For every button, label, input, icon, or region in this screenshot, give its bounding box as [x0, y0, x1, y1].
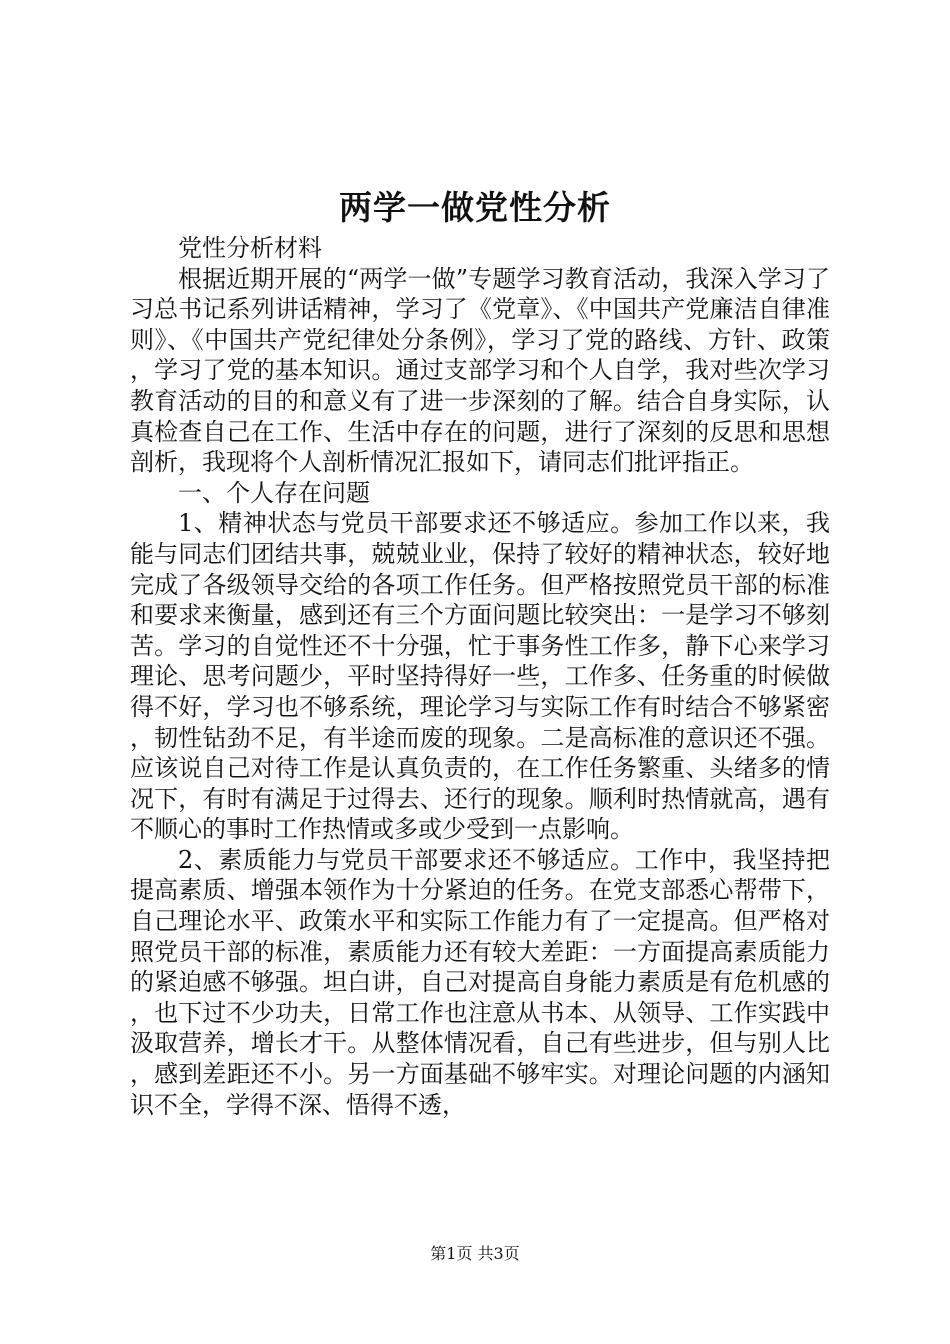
- paragraph-point-2: 2、素质能力与党员干部要求还不够适应。工作中，我坚持把提高素质、增强本领作为十分紧迫的任务。在党支部悉心帮带下，自己理论水平、政策水平和实际工作能力有了一定提高。但严格对照党员干部的标准，素质能力还有较大差距：一方面提高素质能力的紧迫感不够强。坦白讲，自己对提高自身能力素质是有危机感的，也下过不少功夫，日常工作也注意从书本、从领导、工作实践中汲取营养，增长才干。从整体情况看，自己有些进步，但与别人比，感到差距还不小。另一方面基础不够牢实。对理论问题的内涵知识不全，学得不深、悟得不透，: [130, 845, 830, 1119]
- page-footer: 第1页 共3页: [430, 1244, 520, 1263]
- document-title: 两学一做党性分析: [339, 188, 611, 227]
- section-heading-problems: 一、个人存在问题: [178, 478, 370, 507]
- paragraph-intro: 根据近期开展的“两学一做”专题学习教育活动，我深入学习了习总书记系列讲话精神，学习了《党章》、《中国共产党廉洁自律准则》、《中国共产党纪律处分条例》，学习了党的路线、方针、政策，学习了党的基本知识。通过支部学习和个人自学，我对些次学习教育活动的目的和意义有了进一步深刻的了解。结合自身实际，认真检查自己在工作、生活中存在的问题，进行了深刻的反思和思想剖析，我现将个人剖析情况汇报如下，请同志们批评指正。: [130, 264, 830, 477]
- document-body: [130, 233, 830, 1120]
- paragraph-point-1: 1、精神状态与党员干部要求还不够适应。参加工作以来，我能与同志们团结共事，兢兢业业，保持了较好的精神状态，较好地完成了各级领导交给的各项工作任务。但严格按照党员干部的标准和要求来衡量，感到还有三个方面问题比较突出：一是学习不够刻苦。学习的自觉性还不十分强，忙于事务性工作多，静下心来学习理论、思考问题少，平时坚持得好一些，工作多、任务重的时候做得不好，学习也不够系统，理论学习与实际工作有时结合不够紧密，韧性钻劲不足，有半途而废的现象。二是高标准的意识还不强。应该说自己对待工作是认真负责的，在工作任务繁重、头绪多的情况下，有时有满足于过得去、还行的现象。顺利时热情就高，遇有不顺心的事时工作热情或多或少受到一点影响。: [130, 509, 830, 844]
- paragraph-heading-material: 党性分析材料: [178, 234, 322, 262]
